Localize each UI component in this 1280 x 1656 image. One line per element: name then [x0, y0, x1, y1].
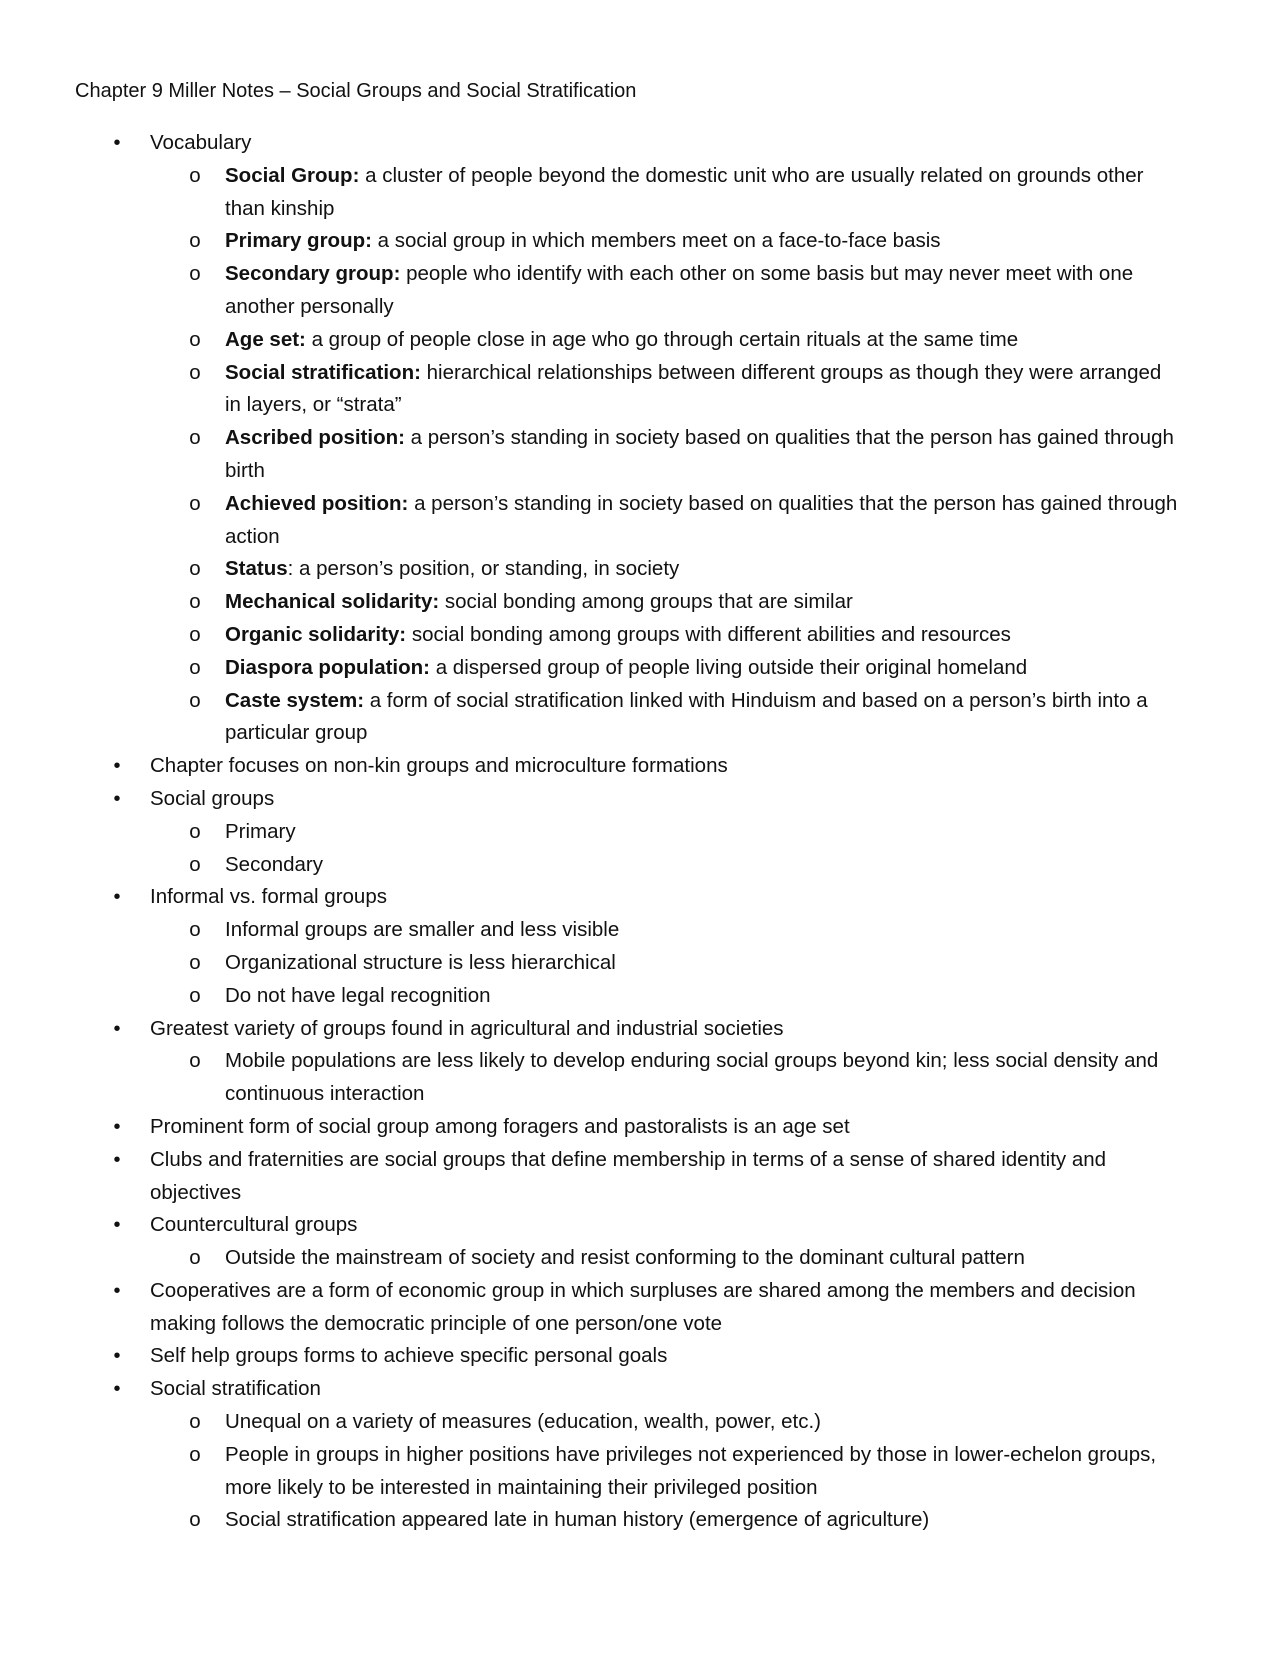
vocab-item — [0, 553, 1280, 586]
vocab-definition: social bonding among groups that are similar — [439, 590, 853, 614]
sub-bullet-text: Primary — [225, 819, 296, 843]
vocab-definition: social bonding among groups with different abilities and resources — [406, 622, 1011, 646]
bullet-item — [0, 1013, 1280, 1046]
bullet-marker: • — [113, 1115, 121, 1138]
vocab-item — [0, 160, 1280, 226]
bullet-marker: • — [113, 755, 121, 778]
sub-bullet-text: Unequal on a variety of measures (education, wealth, power, etc.) — [225, 1410, 821, 1434]
bullet-item — [0, 750, 1280, 783]
vocab-item — [0, 488, 1280, 554]
bullet-text: Social stratification — [150, 1377, 321, 1401]
sub-bullet-item — [0, 1406, 1280, 1439]
bullet-text: Countercultural groups — [150, 1213, 358, 1237]
sub-bullet-marker: o — [189, 262, 201, 286]
sub-bullet-item — [0, 1045, 1280, 1111]
sub-bullet-marker: o — [189, 163, 201, 187]
vocab-definition: a person’s standing in society based on qualities that the person has gained through birth — [225, 426, 1174, 482]
sub-bullet-item — [0, 1439, 1280, 1505]
sub-bullet-marker: o — [189, 1508, 201, 1532]
sub-bullet-text: Secondary — [225, 852, 324, 876]
sub-bullet-marker: o — [189, 1246, 201, 1270]
bullet-item — [0, 1373, 1280, 1406]
sub-bullet-marker: o — [189, 590, 201, 614]
vocab-item — [0, 652, 1280, 685]
vocab-definition: a person’s standing in society based on qualities that the person has gained through action — [225, 491, 1178, 548]
bullet-marker: • — [113, 787, 121, 810]
vocab-term: Achieved position: — [225, 491, 409, 515]
bullet-item — [0, 783, 1280, 816]
sub-bullet-item — [0, 1242, 1280, 1275]
sub-bullet-marker: o — [189, 852, 201, 876]
vocab-term: Social Group: — [225, 163, 360, 187]
bullet-text: Cooperatives are a form of economic group in which surpluses are shared among the members and decision making follows the democratic principle of one person/one vote — [150, 1278, 1136, 1335]
vocab-definition: people who identify with each other on some basis but may never meet with one another personally — [225, 262, 1134, 318]
vocab-item — [0, 422, 1280, 488]
sub-bullet-text: People in groups in higher positions have privileges not experienced by those in lower-echelon groups, more likely to be interested in maintaining their privileged position — [225, 1442, 1157, 1499]
bullet-item — [0, 1209, 1280, 1242]
vocab-item — [0, 225, 1280, 258]
sub-bullet-marker: o — [189, 819, 201, 843]
sub-bullet-marker: o — [189, 360, 201, 384]
bullet-marker: • — [113, 1148, 121, 1171]
vocab-definition: a cluster of people beyond the domestic unit who are usually related on grounds other than kinship — [225, 163, 1144, 220]
vocab-definition: a form of social stratification linked with Hinduism and based on a person’s birth into a particular group — [225, 688, 1148, 745]
bullet-item — [0, 881, 1280, 914]
vocab-item — [0, 685, 1280, 751]
sub-bullet-item — [0, 849, 1280, 882]
vocab-term: Organic solidarity: — [225, 622, 407, 646]
vocab-item — [0, 619, 1280, 652]
bullet-text: Clubs and fraternities are social groups that define membership in terms of a sense of shared identity and objectives — [150, 1147, 1107, 1204]
vocab-item — [0, 258, 1280, 324]
vocab-definition: a dispersed group of people living outside their original homeland — [430, 655, 1028, 679]
sub-bullet-marker: o — [189, 622, 201, 646]
sub-bullet-marker: o — [189, 983, 201, 1007]
sub-bullet-marker: o — [189, 688, 201, 712]
sub-bullet-marker: o — [189, 655, 201, 679]
bullet-text: Self help groups forms to achieve specific personal goals — [150, 1344, 668, 1368]
vocab-term: Ascribed position: — [225, 426, 405, 450]
bullet-marker: • — [113, 1378, 121, 1401]
vocab-definition: a group of people close in age who go through certain rituals at the same time — [305, 327, 1019, 351]
vocab-item — [0, 357, 1280, 423]
sub-bullet-item — [0, 914, 1280, 947]
sub-bullet-marker: o — [189, 557, 201, 581]
sub-bullet-marker: o — [189, 491, 201, 515]
sub-bullet-marker: o — [189, 1410, 201, 1434]
sub-bullet-marker: o — [189, 426, 201, 450]
vocab-term: Diaspora population: — [225, 655, 430, 679]
bullet-marker: • — [113, 1345, 121, 1368]
sub-bullet-marker: o — [189, 327, 201, 351]
sub-bullet-item — [0, 1504, 1280, 1537]
sub-bullet-marker: o — [189, 1049, 201, 1073]
vocab-term: Status — [225, 557, 288, 581]
sub-bullet-marker: o — [189, 1442, 201, 1466]
vocab-term: Social stratification: — [225, 360, 421, 384]
notes-outline — [0, 127, 1280, 1537]
vocab-definition: a social group in which members meet on a face-to-face basis — [371, 229, 941, 253]
sub-bullet-item — [0, 980, 1280, 1013]
bullet-marker: • — [113, 886, 121, 909]
sub-bullet-text: Social stratification appeared late in human history (emergence of agriculture) — [225, 1508, 930, 1532]
sub-bullet-text: Organizational structure is less hierarchical — [225, 950, 616, 974]
sub-bullet-item — [0, 947, 1280, 980]
sub-bullet-text: Informal groups are smaller and less visible — [225, 918, 620, 942]
bullet-text: Informal vs. formal groups — [150, 885, 387, 909]
sub-bullet-marker: o — [189, 229, 201, 253]
vocab-term: Secondary group: — [225, 262, 401, 286]
sub-bullet-marker: o — [189, 950, 201, 974]
vocab-definition: hierarchical relationships between different groups as though they were arranged in layers, or “strata” — [225, 360, 1162, 417]
bullet-marker: • — [113, 1214, 121, 1237]
bullet-text: Social groups — [150, 786, 275, 810]
sub-bullet-marker: o — [189, 918, 201, 942]
bullet-text: Prominent form of social group among foragers and pastoralists is an age set — [150, 1114, 850, 1138]
bullet-marker: • — [113, 1279, 121, 1302]
bullet-item — [0, 1111, 1280, 1144]
vocab-item — [0, 324, 1280, 357]
bullet-text: Greatest variety of groups found in agricultural and industrial societies — [150, 1016, 784, 1040]
vocab-term: Age set: — [225, 327, 306, 351]
vocab-term: Mechanical solidarity: — [225, 590, 440, 614]
sub-bullet-text: Mobile populations are less likely to develop enduring social groups beyond kin; less social density and continuous interaction — [225, 1049, 1159, 1106]
bullet-item — [0, 1340, 1280, 1373]
bullet-item — [0, 1144, 1280, 1210]
bullet-item — [0, 1275, 1280, 1341]
sub-bullet-text: Outside the mainstream of society and resist conforming to the dominant cultural pattern — [225, 1246, 1025, 1270]
bullet-marker: • — [113, 1017, 121, 1040]
bullet-item — [0, 127, 1280, 160]
vocab-term: Primary group: — [225, 229, 372, 253]
vocab-item — [0, 586, 1280, 619]
bullet-text: Vocabulary — [150, 131, 252, 154]
vocab-term: Caste system: — [225, 688, 365, 712]
document-title: Chapter 9 Miller Notes – Social Groups and Social Stratification — [75, 80, 637, 102]
sub-bullet-item — [0, 816, 1280, 849]
vocab-definition: : a person’s position, or standing, in society — [287, 557, 680, 581]
bullet-text: Chapter focuses on non-kin groups and microculture formations — [150, 754, 728, 778]
sub-bullet-text: Do not have legal recognition — [225, 983, 491, 1007]
bullet-marker: • — [113, 132, 121, 154]
